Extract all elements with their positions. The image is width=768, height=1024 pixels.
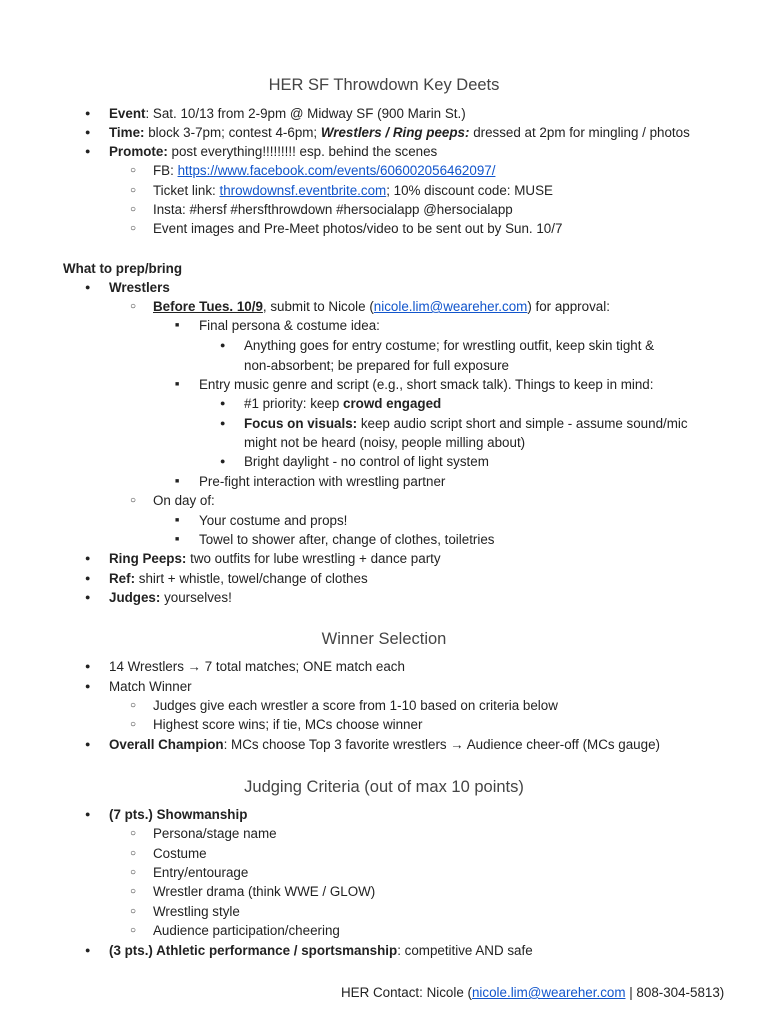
persona-item: ■ Final persona & costume idea: bbox=[199, 316, 380, 335]
before-label: Before Tues. 10/9 bbox=[153, 299, 263, 314]
ring-text: two outfits for lube wrestling + dance party bbox=[186, 551, 441, 566]
showmanship-item: ● (7 pts.) Showmanship bbox=[109, 805, 247, 824]
footer-email-link[interactable]: nicole.lim@weareher.com bbox=[471, 985, 626, 1000]
priority-bold: crowd engaged bbox=[343, 396, 442, 411]
ref-text: shirt + whistle, towel/change of clothes bbox=[135, 571, 368, 586]
visuals-label: Focus on visuals: bbox=[244, 416, 358, 431]
criteria-subitem: ○ Persona/stage name bbox=[153, 824, 277, 843]
event-text: : Sat. 10/13 from 2-9pm @ Midway SF (900 Marin St.) bbox=[145, 106, 466, 121]
anything-item-cont: non-absorbent; be prepared for full exposure bbox=[244, 358, 510, 373]
criteria-heading: Judging Criteria (out of max 10 points) bbox=[244, 778, 524, 796]
insta-line: ○ Insta: #hersf #hersfthrowdown #hersocialapp @hersocialapp bbox=[153, 200, 513, 219]
ticket-line bbox=[153, 181, 553, 200]
footer-text1: HER Contact: Nicole ( bbox=[341, 985, 472, 1000]
visuals-item-cont: might not be heard (noisy, people milling about) bbox=[244, 435, 526, 450]
prefight-item: ■ Pre-fight interaction with wrestling partner bbox=[199, 472, 445, 491]
daylight-item: ● Bright daylight - no control of light system bbox=[244, 452, 489, 471]
footer-text2: | 808-304-5813) bbox=[625, 985, 725, 1000]
matches-item: ● 14 Wrestlers → 7 total matches; ONE match each bbox=[109, 657, 405, 676]
day-of-item: ○ On day of: bbox=[153, 491, 215, 510]
criteria-subitem: ○ Audience participation/cheering bbox=[153, 921, 340, 940]
athletic-item bbox=[109, 941, 533, 960]
fb-line bbox=[153, 161, 495, 180]
fb-label: FB: bbox=[153, 163, 178, 178]
towel-item: ■ Towel to shower after, change of clothes, toiletries bbox=[199, 530, 495, 549]
criteria-subitem: ○ Wrestling style bbox=[153, 902, 240, 921]
event-label: Event bbox=[109, 106, 146, 121]
wrestlers-item: ● Wrestlers bbox=[109, 278, 170, 297]
ref-item bbox=[109, 569, 368, 588]
promote-line bbox=[109, 142, 437, 161]
overall-text: : MCs choose Top 3 favorite wrestlers → Audience cheer-off (MCs gauge) bbox=[223, 737, 660, 752]
criteria-subitem: ○ Entry/entourage bbox=[153, 863, 248, 882]
ticket-link[interactable]: throwdownsf.eventbrite.com bbox=[219, 183, 387, 198]
time-text2: dressed at 2pm for mingling / photos bbox=[469, 125, 690, 140]
priority-text: #1 priority: keep bbox=[244, 396, 343, 411]
promote-text: post everything!!!!!!!!! esp. behind the scenes bbox=[167, 144, 438, 159]
athletic-text: : competitive AND safe bbox=[397, 943, 533, 958]
before-email-link[interactable]: nicole.lim@weareher.com bbox=[373, 299, 528, 314]
athletic-label: (3 pts.) Athletic performance / sportsmanship bbox=[109, 943, 398, 958]
anything-item: ● Anything goes for entry costume; for wrestling outfit, keep skin tight & bbox=[244, 336, 654, 355]
time-line bbox=[109, 123, 690, 142]
priority-item bbox=[244, 394, 441, 413]
visuals-item bbox=[244, 414, 688, 433]
time-label: Time: bbox=[109, 125, 145, 140]
overall-label: Overall Champion bbox=[109, 737, 224, 752]
ticket-text: ; 10% discount code: MUSE bbox=[386, 183, 553, 198]
before-line bbox=[153, 297, 610, 316]
fb-link[interactable]: https://www.facebook.com/events/606002056462097/ bbox=[177, 163, 496, 178]
promote-label: Promote: bbox=[109, 144, 168, 159]
ref-label: Ref: bbox=[109, 571, 136, 586]
before-text: , submit to Nicole ( bbox=[262, 299, 374, 314]
judges-item bbox=[109, 588, 232, 607]
time-emph: Wrestlers / Ring peeps: bbox=[320, 125, 470, 140]
ring-label: Ring Peeps: bbox=[109, 551, 187, 566]
images-line: ○ Event images and Pre-Meet photos/video to be sent out by Sun. 10/7 bbox=[153, 219, 562, 238]
winner-heading: Winner Selection bbox=[321, 630, 447, 648]
costume-item: ■ Your costume and props! bbox=[199, 511, 347, 530]
page-title: HER SF Throwdown Key Deets bbox=[268, 76, 500, 94]
ticket-label: Ticket link: bbox=[153, 183, 220, 198]
visuals-text: keep audio script short and simple - assume sound/mic bbox=[357, 416, 688, 431]
ring-peeps-item bbox=[109, 549, 441, 568]
judges-score-item: ○ Judges give each wrestler a score from 1-10 based on criteria below bbox=[153, 696, 558, 715]
prep-heading: What to prep/bring bbox=[63, 261, 183, 276]
footer-contact bbox=[341, 983, 724, 1002]
judges-text: yourselves! bbox=[160, 590, 232, 605]
before-text2: ) for approval: bbox=[527, 299, 610, 314]
highest-score-item: ○ Highest score wins; if tie, MCs choose winner bbox=[153, 715, 422, 734]
time-text: block 3-7pm; contest 4-6pm; bbox=[144, 125, 321, 140]
criteria-subitem: ○ Costume bbox=[153, 844, 207, 863]
overall-champion-item bbox=[109, 735, 660, 754]
music-item: ■ Entry music genre and script (e.g., short smack talk). Things to keep in mind: bbox=[199, 375, 653, 394]
match-winner-item: ● Match Winner bbox=[109, 677, 192, 696]
judges-label: Judges: bbox=[109, 590, 161, 605]
event-line bbox=[109, 104, 466, 123]
criteria-subitem: ○ Wrestler drama (think WWE / GLOW) bbox=[153, 882, 375, 901]
